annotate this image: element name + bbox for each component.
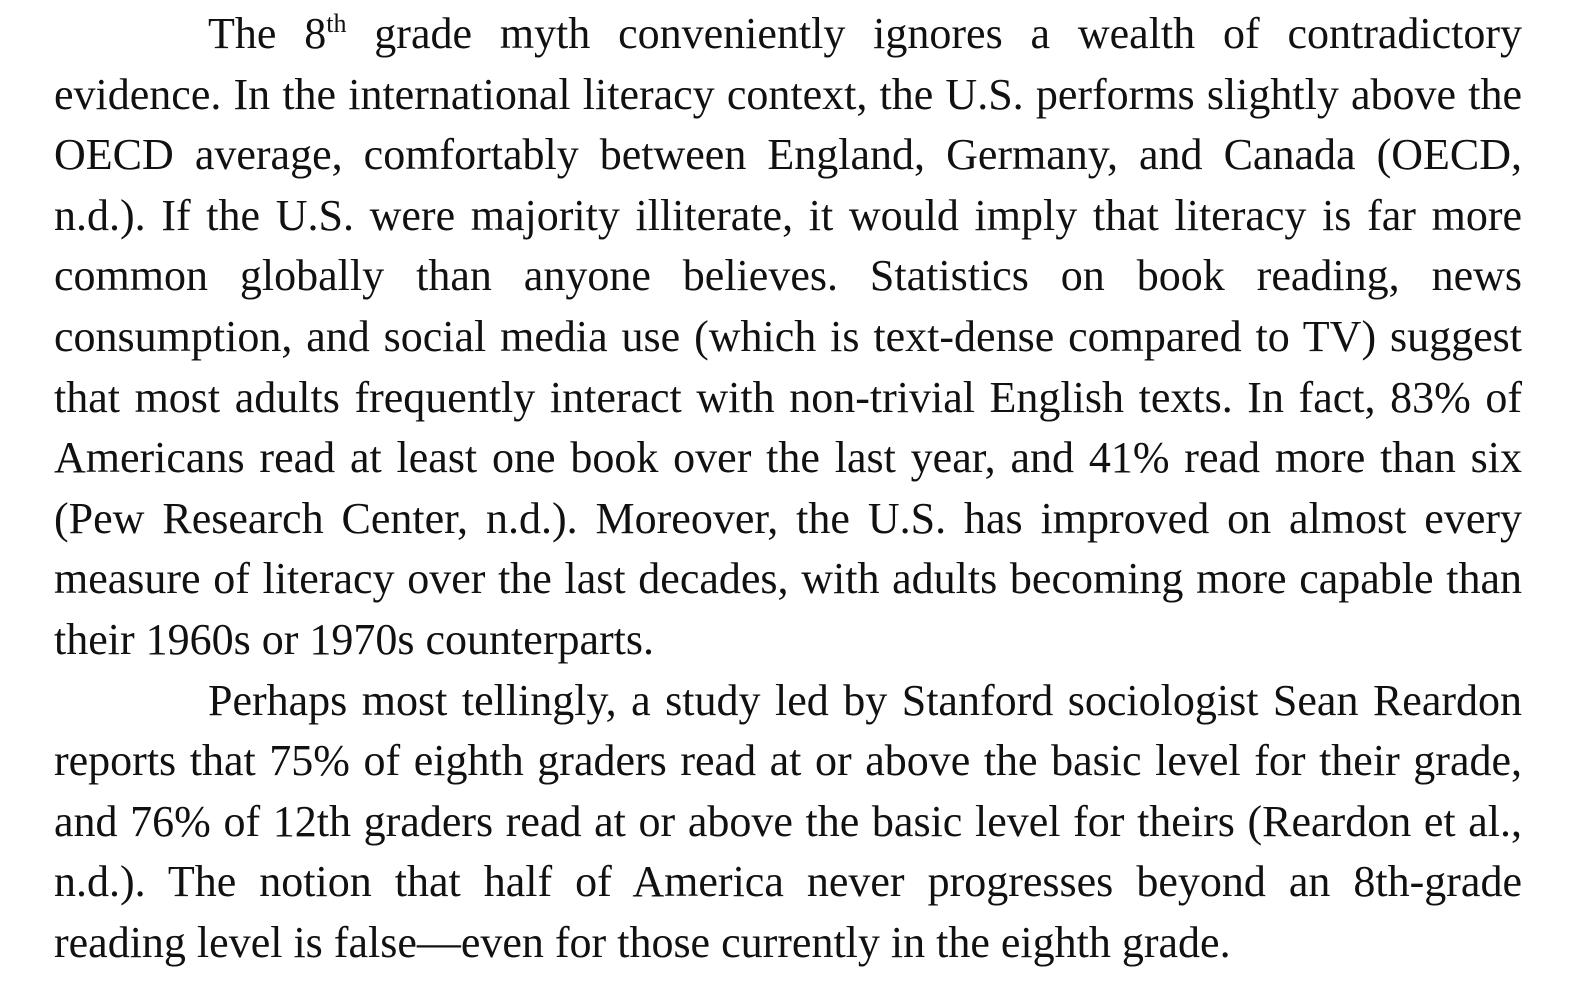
paragraph-1-body: grade myth conveniently ignores a wealth of contradictory evidence. In the international literacy context, the U.S. performs slightly above the OECD average, comfortably between England, Germany, and Canada (OECD, n.d.). If the U.S. were majority illiterate, it would imply that literacy is far more common globally than anyone believes. Statistics on book reading, news consumption, and social media use (which is text-dense compared to TV) suggest that most adults frequently interact with non-trivial English texts. In fact, 83% of Americans read at least one book over the last year, and 41% read more than six (Pew Research Center, n.d.). Moreover, the U.S. has improved on almost every measure of literacy over the last decades, with adults becoming more capable than their 1960s or 1970s counterparts. <box>54 9 1523 664</box>
paragraph-reardon-study: Perhaps most tellingly, a study led by Stanford sociologist Sean Reardon reports that 75% of eighth graders read at or above the basic level for their grade, and 76% of 12th graders read at or above the basic level for theirs (Reardon et al., n.d.). The notion that half of America never progresses beyond an 8th-grade reading level is false—even for those currently in the eighth grade. <box>54 675 1522 967</box>
paragraph-1-lead: The 8 <box>208 9 327 58</box>
ordinal-superscript: th <box>326 9 347 38</box>
paragraph-eighth-grade-myth <box>54 4 1522 671</box>
